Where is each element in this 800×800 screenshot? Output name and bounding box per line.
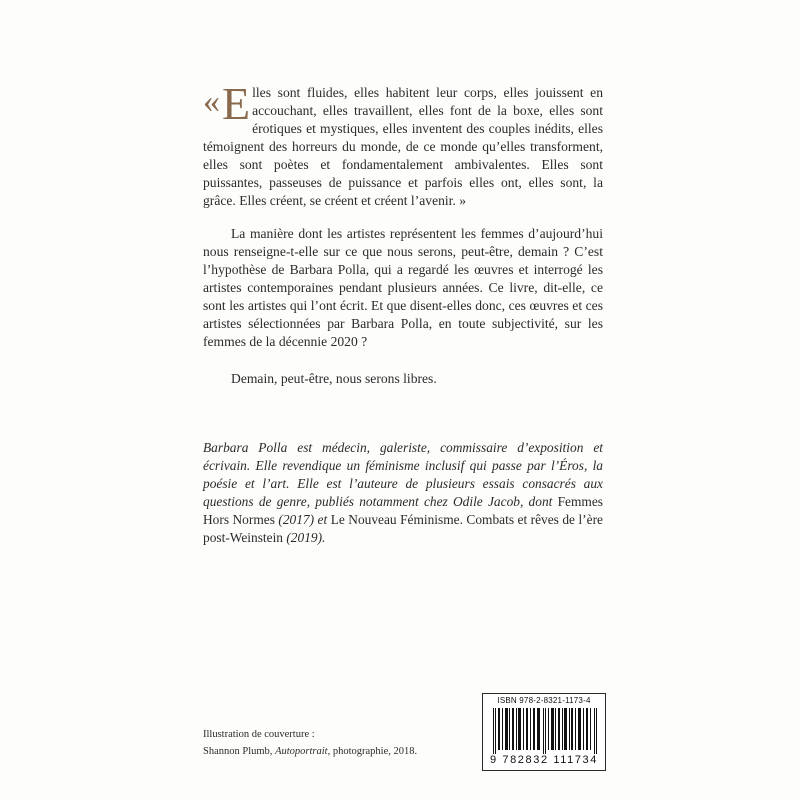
quote-text: lles sont fluides, elles habitent leur corps, elles jouissent en accouchant, elles travaillent, elles font de la boxe, elles sont érotiques et mystiques, elles inventent des couples inédits, elles témoignent des horreurs du monde, de ce monde qu’elles transforment, elles sont poètes et fondamentalement ambivalentes. Elles sont puissantes, passeuses de puissance et parfois elles ont, elles sont, la grâce. Elles créent, se créent et créent l’avenir. » xyxy=(203,85,603,208)
credits-details: , photographie, 2018. xyxy=(327,746,418,757)
bio-title-2: Le Nouveau Féminisme. Combats et rêves de l’ère post-Weinstein xyxy=(203,512,603,545)
quote-block xyxy=(203,78,603,210)
barcode-digits: 9 782832 111734 xyxy=(489,754,598,766)
bio-year-1: (2017) et xyxy=(274,512,331,527)
credits-artist: Shannon Plumb, xyxy=(203,746,276,757)
quote-open-mark: « xyxy=(203,83,220,120)
credits-line xyxy=(203,743,417,760)
isbn-barcode xyxy=(482,693,606,771)
author-bio xyxy=(203,439,603,547)
bio-text: Barbara Polla est médecin, galeriste, commissaire d’exposition et écrivain. Elle revendique un féminisme inclusif qui passe par l’Éros, la poésie et l’art. Elle est l’auteure de plusieurs essais consacrés aux questions de genre, publiés notamment chez Odile Jacob, dont xyxy=(203,440,603,509)
isbn-label: ISBN 978-2-8321-1173-4 xyxy=(497,696,591,705)
bio-title-1: Femmes Hors Normes xyxy=(203,494,603,527)
closing-line xyxy=(203,370,603,388)
barcode-bars-icon xyxy=(493,708,597,754)
description-paragraph xyxy=(203,225,603,351)
quote-dropcap: E xyxy=(222,78,251,129)
bio-year-2: (2019). xyxy=(283,530,326,545)
closing-text: Demain, peut-être, nous serons libres. xyxy=(231,371,437,386)
credits-label: Illustration de couverture : xyxy=(203,729,315,740)
credits-work: Autoportrait xyxy=(275,746,328,757)
description-text: La manière dont les artistes représentent les femmes d’aujourd’hui nous renseigne-t-elle sur ce que nous serons, peut-être, demain ? C’est l’hypothèse de Barbara Polla, qui a regardé les œuvres et interrogé les artistes contemporaines pendant plusieurs années. Ce livre, dit-elle, ce sont les artistes qui l’ont écrit. Et que disent-elles donc, ces œuvres et ces artistes sélectionnées par Barbara Polla, en toute subjectivité, sur les femmes de la décennie 2020 ? xyxy=(203,226,603,349)
cover-credits xyxy=(203,726,417,760)
